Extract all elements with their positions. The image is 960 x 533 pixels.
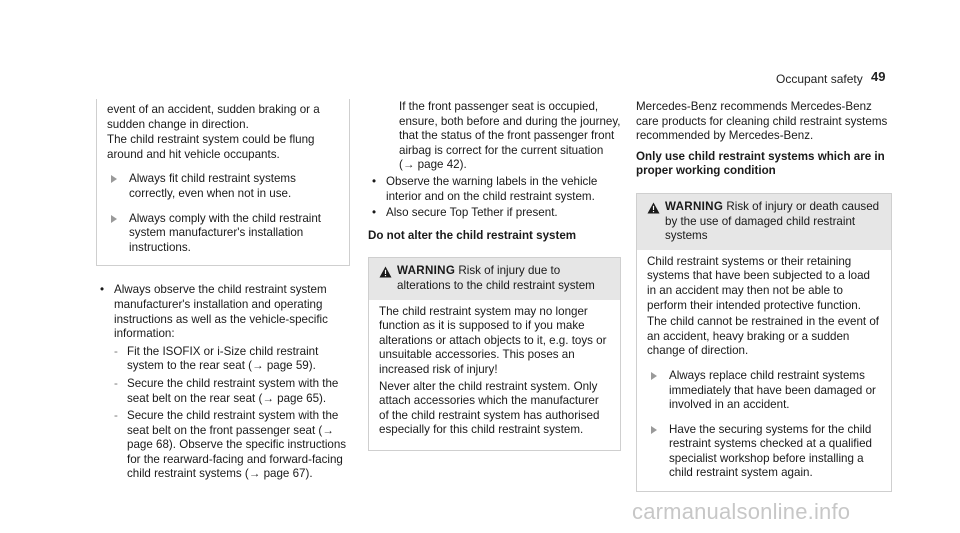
bullet-dot: • [372,206,377,220]
page-number: 49 [871,69,886,84]
column-2 [368,100,621,451]
box-text: event of an accident, sudden braking or a sudden change in direction. [107,103,320,131]
warning-title: WARNING [665,199,724,213]
warning-box [636,193,892,492]
dash-mark: - [114,409,118,423]
sub-item [96,377,350,406]
warning-header [369,258,620,299]
section-heading: Only use child restraint systems which are in proper working condition [636,149,885,178]
play-arrow-icon [651,426,657,434]
warning-body [637,250,891,491]
bullet-dot: • [372,174,377,188]
bullet-dot: • [100,283,105,297]
instruction-text: Always replace child restraint systems immediately that have been damaged or involved in an accident. [669,368,876,412]
column-3 [636,100,892,492]
intro-text: Mercedes-Benz recommends Mercedes-Benz care products for cleaning child restraint systems recommended by Mercedes-Benz. [636,100,888,143]
bullet-item [368,206,621,221]
instruction-item [107,212,339,256]
continuation-text: If the front passenger seat is occupied, ensure, both before and during the journey, that the status of the front passenger front airbag is correct for the current situation (→ page 42). [399,100,621,172]
bullet-item [96,283,350,341]
bullet-text: Always observe the child restraint system manufacturer's installation and operating instructions as well as the vehicle-specific information: [114,283,328,341]
instruction-text: Have the securing systems for the child restraint systems checked at a qualified specialist workshop before installing a child restraint system again. [669,422,872,480]
sub-item [96,409,350,482]
dash-mark: - [114,376,118,390]
instruction-item [107,172,339,201]
bullet-text: Observe the warning labels in the vehicle interior and on the child restraint system. [386,174,598,203]
watermark: carmanualsonline.info [632,499,851,524]
warning-paragraph: Never alter the child restraint system. Only attach accessories which the manufacturer of the child restraint system has authorised especially for this child restraint system. [379,379,600,437]
dash-mark: - [114,344,118,358]
warning-triangle-icon [647,202,660,214]
warning-box [368,257,621,451]
box-text: The child restraint system could be flung around and hit vehicle occupants. [107,133,315,161]
bullet-text: Also secure Top Tether if present. [386,206,558,220]
warning-paragraph: The child restraint system may no longer function as it is supposed to if you make alterations or attach objects to it, e.g. toys or unsuitable accessories. This poses an increased risk of injury! [379,304,607,376]
instruction-item [647,423,881,481]
warning-text: Risk of injury or death caused by the use of damaged child restraint systems [665,199,880,243]
warning-triangle-icon [379,266,392,278]
warning-header [637,194,891,250]
warning-paragraph: The child cannot be restrained in the event of an accident, heavy braking or a sudden change of direction. [647,315,880,358]
instruction-text: Always fit child restraint systems correctly, even when not in use. [129,172,296,200]
warning-text: Risk of injury due to alterations to the child restraint system [397,264,595,292]
section-title: Occupant safety [776,72,863,86]
warning-body [369,300,620,450]
sub-item-text: Secure the child restraint system with the seat belt on the front passenger seat (→ page 68). Observe the specific instructions for the rearward-facing and forward-facing child restraint systems (→ page 67). [127,409,347,481]
play-arrow-icon [111,175,117,183]
bullet-item [368,175,621,204]
section-heading: Do not alter the child restraint system [368,228,577,242]
instruction-item [647,369,881,413]
column-1 [96,100,350,482]
instruction-text: Always comply with the child restraint system manufacturer's installation instructions. [129,211,322,254]
sub-item [96,345,350,374]
warning-box-continuation [96,99,350,266]
sub-item-text: Secure the child restraint system with the seat belt on the rear seat (→ page 65). [127,376,339,405]
warning-paragraph: Child restraint systems or their retaining systems that have been subjected to a load in an accident may then not be able to perform their intended protective function. [647,254,870,312]
play-arrow-icon [651,372,657,380]
warning-title: WARNING [397,264,456,278]
sub-item-text: Fit the ISOFIX or i-Size child restraint system to the rear seat (→ page 59). [127,344,319,373]
play-arrow-icon [111,215,117,223]
